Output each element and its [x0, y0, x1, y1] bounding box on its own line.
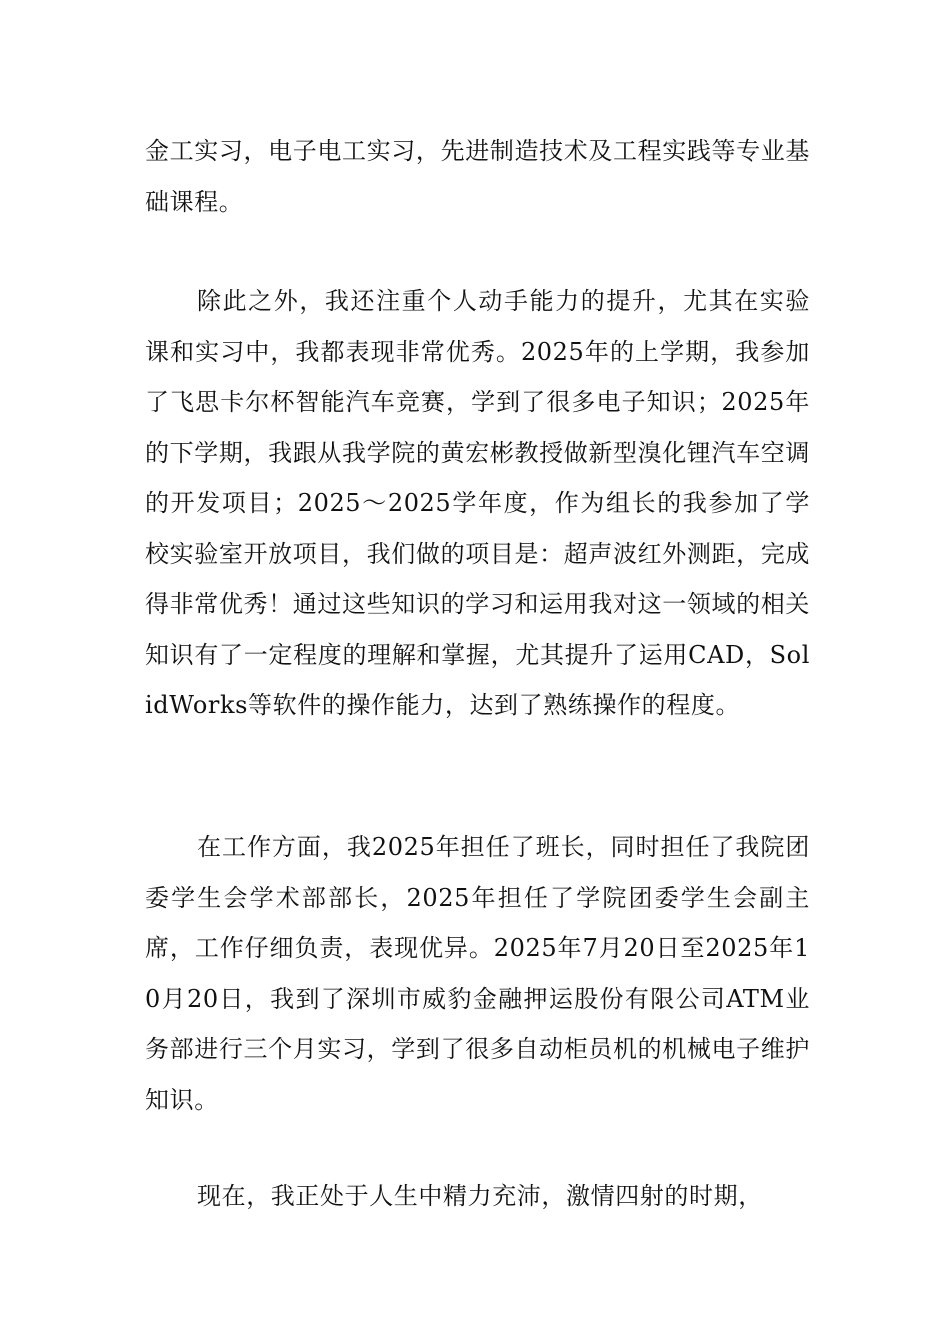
- paragraph-current-status: 现在，我正处于人生中精力充沛，激情四射的时期，: [197, 1182, 763, 1210]
- paragraph-work-experience: 在工作方面，我2025年担任了班长，同时担任了我院团委学生会学术部部长，2025年担任了学院团委学生会副主席，工作仔细负责，表现优异。2025年7月20日至2025年10月20日，我到了深圳市威豹金融押运股份有限公司ATM业务部进行三个月实习，学到了很多自动柜员机的机械电子维护知识。: [145, 833, 810, 1114]
- paragraph-course-list: 金工实习，电子电工实习，先进制造技术及工程实践等专业基础课程。: [145, 137, 810, 216]
- paragraph-practical-skills: 除此之外，我还注重个人动手能力的提升，尤其在实验课和实习中，我都表现非常优秀。2025年的上学期，我参加了飞思卡尔杯智能汽车竞赛，学到了很多电子知识；2025年的下学期，我跟从我学院的黄宏彬教授做新型溴化锂汽车空调的开发项目；2025～2025学年度，作为组长的我参加了学校实验室开放项目，我们做的项目是：超声波红外测距，完成得非常优秀！通过这些知识的学习和运用我对这一领域的相关知识有了一定程度的理解和掌握，尤其提升了运用CAD，SolidWorks等软件的操作能力，达到了熟练操作的程度。: [145, 287, 810, 719]
